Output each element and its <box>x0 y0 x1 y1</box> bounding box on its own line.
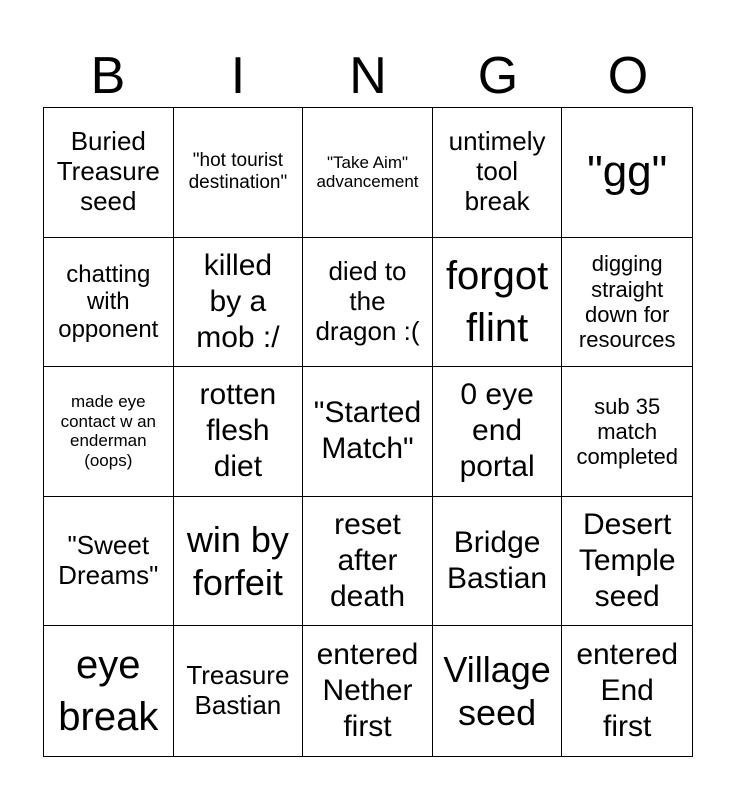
cell-text: sub 35 match completed <box>576 393 678 470</box>
bingo-cell[interactable] <box>174 497 304 627</box>
cell-text: entered End first <box>576 638 679 744</box>
bingo-cell[interactable] <box>562 108 692 238</box>
cell-text: win by forfeit <box>186 518 289 604</box>
bingo-cell[interactable] <box>433 626 563 756</box>
bingo-board <box>43 107 693 757</box>
cell-text: "Sweet Dreams" <box>58 530 159 591</box>
header-letter-o: O <box>607 47 649 105</box>
bingo-cell[interactable] <box>433 497 563 627</box>
cell-text: "Take Aim" advancement <box>316 152 419 192</box>
bingo-cell[interactable] <box>174 367 304 497</box>
cell-text: chatting with opponent <box>58 260 159 343</box>
cell-text: 0 eye end portal <box>459 378 535 484</box>
bingo-cell[interactable] <box>44 108 174 238</box>
bingo-cell[interactable] <box>433 108 563 238</box>
cell-text: killed by a mob :/ <box>196 248 280 354</box>
header-letter-n: N <box>349 47 387 105</box>
header-letter-g: G <box>477 47 519 105</box>
header-letter-i: I <box>230 47 246 105</box>
cell-text: Buried Treasure seed <box>56 126 160 217</box>
cell-text: "hot tourist destination" <box>188 150 288 194</box>
cell-text: made eye contact w an enderman (oops) <box>60 392 157 471</box>
cell-text: "Started Match" <box>313 396 422 466</box>
bingo-cell[interactable] <box>303 367 433 497</box>
cell-text: rotten flesh diet <box>199 378 277 484</box>
bingo-cell[interactable] <box>562 497 692 627</box>
cell-text: "gg" <box>587 147 668 196</box>
bingo-cell[interactable] <box>44 238 174 368</box>
cell-text: Village seed <box>443 649 551 734</box>
cell-text: eye break <box>58 643 159 740</box>
cell-text: died to the dragon :( <box>315 256 420 346</box>
bingo-cell[interactable] <box>303 626 433 756</box>
bingo-cell[interactable] <box>562 626 692 756</box>
cell-text: Treasure Bastian <box>186 660 290 721</box>
bingo-cell[interactable] <box>303 108 433 238</box>
cell-text: reset after death <box>329 508 406 614</box>
bingo-cell[interactable] <box>562 367 692 497</box>
bingo-cell[interactable] <box>303 497 433 627</box>
cell-text: untimely tool break <box>448 126 546 217</box>
cell-text: Desert Temple seed <box>578 508 676 614</box>
cell-text: digging straight down for resources <box>578 251 676 353</box>
cell-text: Bridge Bastian <box>447 526 548 596</box>
bingo-cell[interactable] <box>433 238 563 368</box>
cell-text: entered Nether first <box>316 638 419 744</box>
bingo-cell[interactable] <box>44 626 174 756</box>
bingo-cell[interactable] <box>174 238 304 368</box>
bingo-cell[interactable] <box>433 367 563 497</box>
cell-text: forgot flint <box>445 253 549 350</box>
bingo-cell[interactable] <box>174 626 304 756</box>
bingo-cell[interactable] <box>44 497 174 627</box>
bingo-cell[interactable] <box>44 367 174 497</box>
bingo-cell[interactable] <box>562 238 692 368</box>
header-letter-b: B <box>90 47 126 105</box>
bingo-cell[interactable] <box>303 238 433 368</box>
bingo-header <box>43 44 693 108</box>
bingo-cell[interactable] <box>174 108 304 238</box>
